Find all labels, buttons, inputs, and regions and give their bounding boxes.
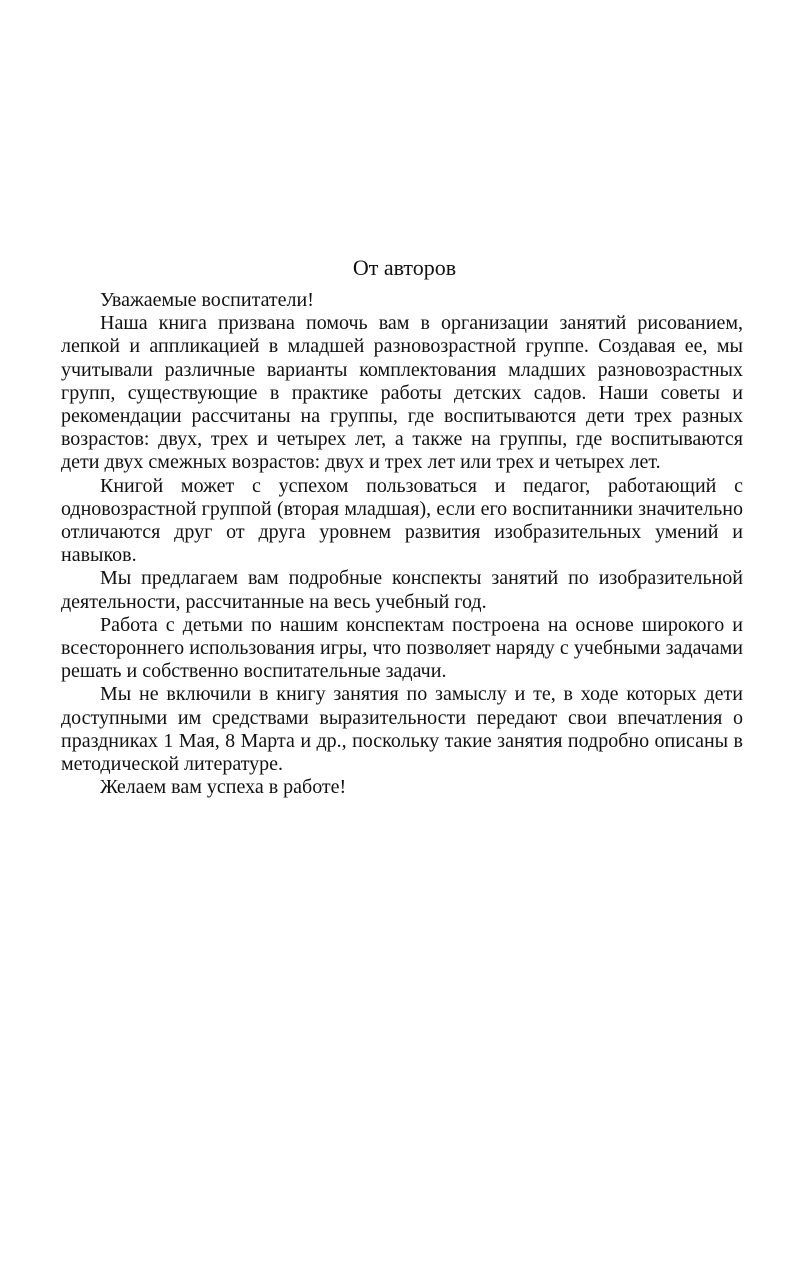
- greeting: Уважаемые воспитатели!: [100, 289, 314, 311]
- paragraph-lesson-plans: Мы предлагаем вам подробные конспекты занятий по изобразительной деятельности, рассчитанные на весь учебный год.: [61, 567, 743, 613]
- closing-wish: Желаем вам успеха в работе!: [100, 776, 347, 799]
- paragraph-play-based-work: Работа с детьми по нашим конспектам построена на основе широкого и всестороннего использования игры, что позволяет наряду с учебными задачами решать и собственно воспитательные задачи.: [61, 613, 743, 683]
- paragraph-single-age-group: Книгой может с успехом пользоваться и педагог, работающий с одновозрастной группой (вторая младшая), если его воспитанники значительно отличаются друг от друга уровнем развития изобразительных умений и навыков.: [61, 474, 743, 567]
- body-text: [61, 289, 743, 799]
- paragraph-excluded-lessons: Мы не включили в книгу занятия по замыслу и те, в ходе которых дети доступными им средствами выразительности передают свои впечатления о праздниках 1 Мая, 8 Марта и др., поскольку такие занятия подробно описаны в методической литературе.: [61, 683, 743, 776]
- paragraph-intro: Наша книга призвана помочь вам в организации занятий рисованием, лепкой и аппликацией в младшей разновозрастной группе. Создавая ее, мы учитывали различные варианты комплектования младших разновозрастных групп, существующие в практике работы детских садов. Наши советы и рекомендации рассчитаны на группы, где воспитываются дети трех разных возрастов: двух, трех и четырех лет, а также на группы, где воспитываются дети двух смежных возрастов: двух и трех лет или трех и четырех лет.: [61, 312, 743, 474]
- page-title: От авторов: [352, 255, 457, 280]
